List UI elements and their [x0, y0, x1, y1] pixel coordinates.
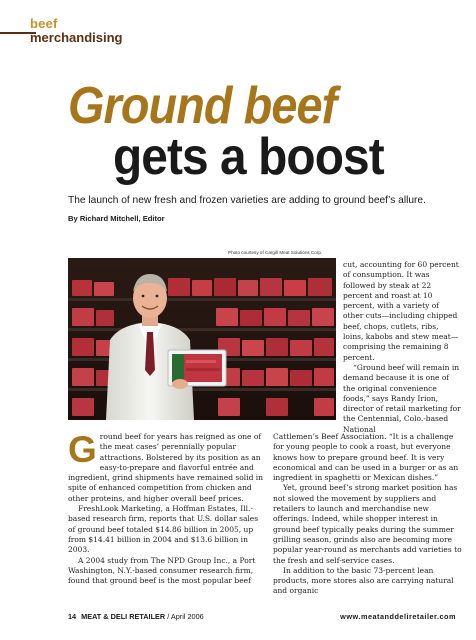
section-tag — [30, 17, 122, 44]
body-paragraph: “Ground beef will remain in demand because it is one of the original convenience foods,” says Randy Irion, director of retail marketing for the Centennial, Colo.-based National — [343, 362, 461, 434]
headline-line-1: Ground beef — [68, 77, 337, 135]
headline-line-2: gets a boost — [113, 128, 384, 186]
body-column-right — [273, 432, 463, 597]
body-paragraph: round beef for years has reigned as one of the meat cases’ perennially popular attractions. Bolstered by its position as an easy-to-prepare and flavorful entrée and ingredient, grind shipments have remained solid in spite of enhanced competition from chicken and other proteins, and higher overall beef prices. — [68, 432, 264, 503]
section-label-beef: beef — [30, 16, 58, 31]
meat-case-photo-illustration — [68, 258, 336, 420]
article-photo — [68, 258, 336, 420]
body-column-left — [68, 429, 266, 586]
page-number: 14 — [68, 612, 77, 621]
section-label-merchandising: merchandising — [30, 30, 123, 45]
magazine-name: MEAT & DELI RETAILER — [81, 612, 166, 621]
body-paragraph: In addition to the basic 73-percent lean products, more stores also are carrying natural and organic — [273, 565, 454, 596]
body-paragraph: cut, accounting for 60 percent of consumption. It was followed by steak at 22 percent and roast at 10 percent, with a variety of other cuts—including chipped beef, chops, cutlets, ribs, loins, kabobs and stew meat—comprising the remaining 8 percent. — [343, 260, 459, 362]
photo-credit: Photo courtesy of Cargill Meat Solutions Corp. — [228, 250, 323, 255]
article-byline: By Richard Mitchell, Editor — [68, 214, 165, 223]
body-paragraph: FreshLook Marketing, a Hoffman Estates, Ill.-based research firm, reports that U.S. dollar sales of ground beef totaled $14.86 billion in 2005, up from $14.41 billion in 2004 and $13.6 billion in 2003. — [68, 504, 259, 555]
drop-cap: G — [68, 429, 97, 470]
body-column-right-top — [343, 260, 461, 435]
body-paragraph: Cattlemen’s Beef Association. “It is a challenge for young people to cook a roast, but everyone knows how to prepare ground beef. It is very economical and can be used in a burger or as an ingredient in spaghetti or Mexican dishes.” — [273, 432, 459, 483]
article-deck: The launch of new fresh and frozen varieties are adding to ground beef’s allure. — [68, 195, 426, 206]
page-footer-left — [68, 612, 204, 621]
issue-date: / April 2006 — [165, 612, 204, 621]
website-url: www.meatanddeliretailer.com — [340, 612, 456, 621]
body-paragraph: A 2004 study from The NPD Group Inc., a Port Washington, N.Y.-based consumer research firm, found that ground beef is the most popular beef — [68, 555, 256, 586]
body-paragraph: Yet, ground beef’s strong market position has not slowed the movement by suppliers and retailers to launch and merchandise new offerings. Indeed, while shopper interest in ground beef typically peaks during the summer grilling season, grinds also are becoming more popular year-round as merchants add varieties to the fresh and self-service cases. — [273, 483, 462, 565]
